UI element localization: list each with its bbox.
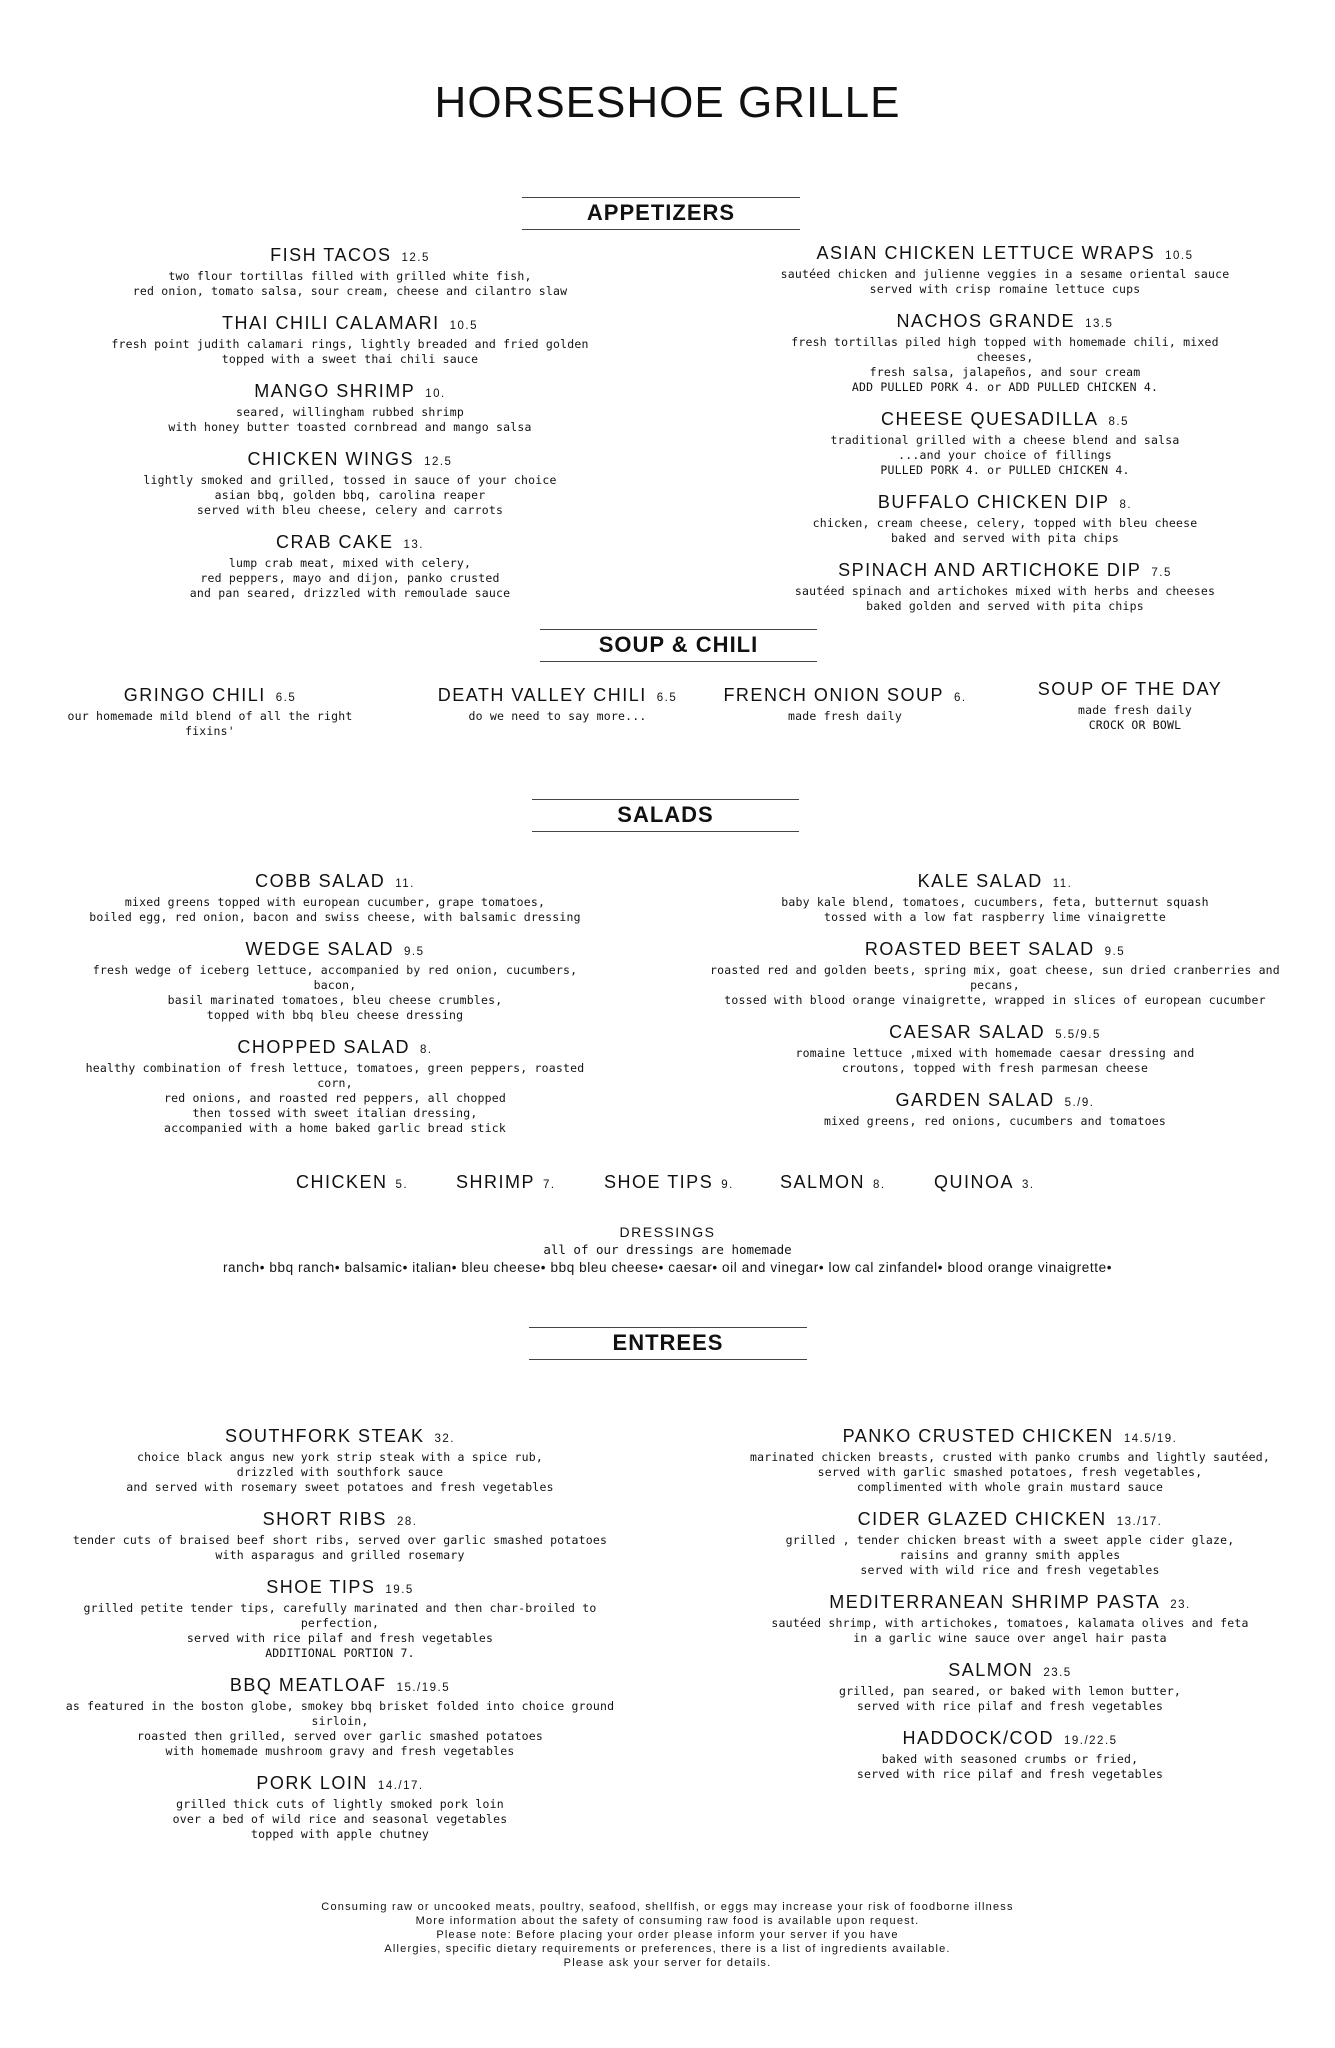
- menu-item-price: 11.: [1052, 878, 1073, 890]
- soup-item: [700, 685, 990, 724]
- menu-item-header: [60, 1577, 620, 1601]
- menu-item-name: DEATH VALLEY CHILI: [437, 685, 647, 705]
- menu-item: [760, 560, 1250, 614]
- addon-price: 5.: [395, 1179, 409, 1191]
- menu-item-name: GRINGO CHILI: [123, 685, 266, 705]
- menu-item-description: choice black angus new york strip steak with a spice rub, drizzled with southfork sauce and served with rosemary sweet potatoes and fresh vegetables: [126, 1450, 554, 1494]
- menu-item-name: CHOPPED SALAD: [237, 1037, 410, 1057]
- addon-name: SHOE TIPS: [604, 1172, 714, 1192]
- menu-item-header: [730, 1660, 1290, 1684]
- menu-item-name: THAI CHILI CALAMARI: [222, 313, 440, 333]
- menu-item-header: [60, 1426, 620, 1450]
- menu-item-description: lightly smoked and grilled, tossed in sauce of your choice asian bbq, golden bbq, carolina reaper served with bleu cheese, celery and carrots: [143, 473, 557, 517]
- menu-item-header: [730, 1728, 1290, 1752]
- menu-item-price: 19./22.5: [1063, 1735, 1118, 1747]
- menu-item-description: our homemade mild blend of all the right fixins': [67, 709, 353, 738]
- menu-item: [760, 492, 1250, 546]
- menu-item: [730, 1660, 1290, 1714]
- menu-item-name: CAESAR SALAD: [889, 1022, 1046, 1042]
- menu-item-price: 12.5: [424, 456, 453, 468]
- menu-item-header: [60, 1675, 620, 1699]
- addon-name: SHRIMP: [456, 1172, 536, 1192]
- salads-right-column: [690, 871, 1300, 1143]
- menu-item-name: MEDITERRANEAN SHRIMP PASTA: [829, 1592, 1161, 1612]
- menu-item-price: 13.5: [1085, 318, 1114, 330]
- menu-item: [690, 1022, 1300, 1076]
- menu-item-price: 15./19.5: [396, 1682, 451, 1694]
- addon-item: [456, 1172, 556, 1193]
- appetizers-left-column: [100, 245, 600, 615]
- menu-item: [70, 1037, 600, 1136]
- footer-disclaimer: [0, 1900, 1335, 1970]
- menu-item-price: 11.: [395, 878, 415, 890]
- menu-item-name: FISH TACOS: [270, 245, 392, 265]
- dressings-block: [0, 1224, 1335, 1277]
- menu-item-header: [1000, 679, 1270, 703]
- menu-item-header: [60, 1773, 620, 1797]
- section-header-salads: SALADS: [532, 799, 799, 832]
- addon-name: QUINOA: [934, 1172, 1015, 1192]
- addon-price: 9.: [721, 1179, 734, 1191]
- menu-item-price: 7.5: [1151, 567, 1172, 579]
- menu-item-header: [690, 939, 1300, 963]
- menu-item-name: GARDEN SALAD: [895, 1090, 1055, 1110]
- menu-item: [690, 871, 1300, 925]
- menu-item-header: [100, 245, 600, 269]
- menu-item-description: fresh tortillas piled high topped with homemade chili, mixed cheeses, fresh salsa, jalapeños, and sour cream ADD PULLED PORK 4. or ADD PULLED CHICKEN 4.: [791, 335, 1219, 394]
- menu-item: [690, 939, 1300, 1008]
- entrees-right-column: [730, 1426, 1290, 1796]
- addon-price: 3.: [1022, 1179, 1035, 1191]
- footer-line: Please ask your server for details.: [563, 1957, 772, 1969]
- addon-item: [296, 1172, 408, 1193]
- menu-item-name: CIDER GLAZED CHICKEN: [857, 1509, 1107, 1529]
- menu-item-name: HADDOCK/COD: [902, 1728, 1054, 1748]
- menu-item-name: CRAB CAKE: [275, 532, 394, 552]
- menu-item-description: do we need to say more...: [468, 709, 647, 723]
- menu-item-description: grilled , tender chicken breast with a sweet apple cider glaze, raisins and granny smith apples served with wild rice and fresh vegetables: [785, 1533, 1235, 1577]
- menu-item-header: [60, 685, 360, 709]
- menu-item-name: CHICKEN WINGS: [247, 449, 415, 469]
- addon-item: [780, 1172, 886, 1193]
- menu-item-header: [100, 449, 600, 473]
- menu-item-header: [70, 1037, 600, 1061]
- menu-item-name: PANKO CRUSTED CHICKEN: [842, 1426, 1114, 1446]
- footer-line: More information about the safety of consuming raw food is available upon request.: [415, 1915, 920, 1927]
- menu-item-name: PORK LOIN: [256, 1773, 368, 1793]
- menu-item: [60, 1675, 620, 1759]
- menu-item-name: MANGO SHRIMP: [254, 381, 416, 401]
- menu-item: [100, 245, 600, 299]
- menu-item-description: seared, willingham rubbed shrimp with honey butter toasted cornbread and mango salsa: [168, 405, 532, 434]
- menu-item-price: 19.5: [385, 1584, 414, 1596]
- menu-item-price: 5.5/9.5: [1055, 1029, 1101, 1041]
- footer-line: Please note: Before placing your order please inform your server if you have: [436, 1929, 899, 1941]
- menu-item-header: [730, 1592, 1290, 1616]
- menu-item-header: [730, 1509, 1290, 1533]
- dressings-label: DRESSINGS: [619, 1224, 716, 1240]
- menu-item-header: [760, 409, 1250, 433]
- footer-line: Consuming raw or uncooked meats, poultry, seafood, shellfish, or eggs may increase your risk of foodborne illness: [321, 1901, 1014, 1913]
- menu-item: [730, 1426, 1290, 1495]
- menu-item-price: 14./17.: [377, 1780, 424, 1792]
- menu-item-description: chicken, cream cheese, celery, topped with bleu cheese baked and served with pita chips: [812, 516, 1198, 545]
- menu-item: [70, 939, 600, 1023]
- menu-item-description: healthy combination of fresh lettuce, tomatoes, green peppers, roasted corn, red onions, and roasted red peppers, all chopped then tossed with sweet italian dressing, accompanied with a home baked garlic bread stick: [85, 1061, 585, 1135]
- menu-item-name: COBB SALAD: [255, 871, 386, 891]
- footer-line: Allergies, specific dietary requirements or preferences, there is a list of ingredients available.: [384, 1943, 951, 1955]
- menu-item-name: BUFFALO CHICKEN DIP: [877, 492, 1110, 512]
- menu-item-name: SOUTHFORK STEAK: [224, 1426, 425, 1446]
- menu-item-description: fresh wedge of iceberg lettuce, accompanied by red onion, cucumbers, bacon, basil marinated tomatoes, bleu cheese crumbles, topped with bbq bleu cheese dressing: [92, 963, 578, 1022]
- addon-price: 8.: [873, 1179, 886, 1191]
- menu-item-description: romaine lettuce ,mixed with homemade caesar dressing and croutons, topped with fresh parmesan cheese: [795, 1046, 1195, 1075]
- menu-item-header: [690, 1090, 1300, 1114]
- menu-item: [730, 1592, 1290, 1646]
- salad-addons: [0, 1172, 1335, 1196]
- menu-item: [700, 685, 990, 724]
- menu-item-description: fresh point judith calamari rings, lightly breaded and fried golden topped with a sweet thai chili sauce: [111, 337, 589, 366]
- menu-item-description: as featured in the boston globe, smokey bbq brisket folded into choice ground sirloin, roasted then grilled, served over garlic smashed potatoes with homemade mushroom gravy and fresh vegetables: [65, 1699, 615, 1758]
- menu-item: [100, 313, 600, 367]
- menu-item-price: 13.: [403, 539, 425, 551]
- menu-item-description: marinated chicken breasts, crusted with panko crumbs and lightly sautéed, served with garlic smashed potatoes, fresh vegetables, complimented with whole grain mustard sauce: [749, 1450, 1271, 1494]
- soup-item: [1000, 679, 1270, 733]
- menu-item-header: [760, 560, 1250, 584]
- dressings-list: ranch• bbq ranch• balsamic• italian• bleu cheese• bbq bleu cheese• caesar• oil and vinegar• low cal zinfandel• blood orange vinaigrette•: [222, 1260, 1113, 1275]
- menu-item-description: tender cuts of braised beef short ribs, served over garlic smashed potatoes with asparagus and grilled rosemary: [72, 1533, 608, 1562]
- menu-item-header: [100, 313, 600, 337]
- menu-item-price: 8.5: [1108, 416, 1130, 428]
- appetizers-right-column: [760, 243, 1250, 628]
- menu-item-description: grilled, pan seared, or baked with lemon butter, served with rice pilaf and fresh vegetables: [839, 1684, 1181, 1713]
- menu-item-name: SHOE TIPS: [266, 1577, 376, 1597]
- menu-item-description: mixed greens, red onions, cucumbers and tomatoes: [824, 1114, 1166, 1128]
- menu-item-name: SPINACH AND ARTICHOKE DIP: [838, 560, 1142, 580]
- soup-item: [400, 685, 715, 724]
- addon-item: [604, 1172, 734, 1193]
- menu-item-price: 10.: [425, 388, 446, 400]
- menu-item-description: grilled petite tender tips, carefully marinated and then char-broiled to perfection, served with rice pilaf and fresh vegetables ADDITIONAL PORTION 7.: [83, 1601, 597, 1660]
- menu-item: [760, 409, 1250, 478]
- menu-item-header: [60, 1509, 620, 1533]
- menu-item: [60, 1509, 620, 1563]
- menu-item-price: 12.5: [401, 252, 430, 264]
- menu-item-header: [700, 685, 990, 709]
- menu-item-header: [690, 871, 1300, 895]
- menu-item: [100, 449, 600, 518]
- menu-item-header: [760, 243, 1250, 267]
- menu-item-price: 13./17.: [1116, 1516, 1163, 1528]
- menu-item-price: 10.5: [449, 320, 478, 332]
- menu-item-name: SALMON: [948, 1660, 1034, 1680]
- menu-item-header: [100, 532, 600, 556]
- menu-item: [70, 871, 600, 925]
- menu-item-description: made fresh daily CROCK OR BOWL: [1078, 703, 1192, 732]
- menu-item-price: 14.5/19.: [1123, 1433, 1178, 1445]
- menu-item-description: baby kale blend, tomatoes, cucumbers, feta, butternut squash tossed with a low fat raspberry lime vinaigrette: [781, 895, 1209, 924]
- menu-item-price: 6.5: [656, 692, 678, 704]
- menu-item-name: CHEESE QUESADILLA: [880, 409, 1099, 429]
- menu-item-price: 23.: [1170, 1599, 1191, 1611]
- menu-item-description: sautéed spinach and artichokes mixed with herbs and cheeses baked golden and served with pita chips: [794, 584, 1216, 613]
- addon-item: [934, 1172, 1035, 1193]
- menu-item: [690, 1090, 1300, 1129]
- menu-item: [760, 311, 1250, 395]
- menu-item-name: WEDGE SALAD: [245, 939, 395, 959]
- section-header-soup-chili: SOUP & CHILI: [540, 629, 817, 662]
- restaurant-title: HORSESHOE GRILLE: [434, 78, 901, 127]
- menu-item: [730, 1509, 1290, 1578]
- menu-item-header: [100, 381, 600, 405]
- menu-item-price: 8.: [419, 1044, 433, 1056]
- menu-item-description: grilled thick cuts of lightly smoked pork loin over a bed of wild rice and seasonal vegetables topped with apple chutney: [172, 1797, 508, 1841]
- menu-item-name: BBQ MEATLOAF: [229, 1675, 387, 1695]
- menu-item-description: lump crab meat, mixed with celery, red peppers, mayo and dijon, panko crusted and pan seared, drizzled with remoulade sauce: [189, 556, 511, 600]
- salads-left-column: [70, 871, 600, 1150]
- menu-item-description: two flour tortillas filled with grilled white fish, red onion, tomato salsa, sour cream, cheese and cilantro slaw: [132, 269, 568, 298]
- menu-item: [1000, 679, 1270, 733]
- menu-item: [60, 1426, 620, 1495]
- menu-item-price: 9.5: [404, 946, 425, 958]
- menu-item-price: 9.5: [1104, 946, 1126, 958]
- menu-item-name: SOUP OF THE DAY: [1037, 679, 1223, 699]
- menu-item-name: ROASTED BEET SALAD: [864, 939, 1095, 959]
- menu-item-description: sautéed shrimp, with artichokes, tomatoes, kalamata olives and feta in a garlic wine sauce over angel hair pasta: [771, 1616, 1249, 1645]
- menu-item-name: ASIAN CHICKEN LETTUCE WRAPS: [816, 243, 1156, 263]
- addon-name: CHICKEN: [296, 1172, 388, 1192]
- menu-item-header: [730, 1426, 1290, 1450]
- menu-item: [760, 243, 1250, 297]
- menu-item: [60, 1577, 620, 1661]
- menu-item-description: made fresh daily: [788, 709, 902, 723]
- menu-item-description: sautéed chicken and julienne veggies in a sesame oriental sauce served with crisp romaine lettuce cups: [780, 267, 1230, 296]
- soup-item: [60, 685, 360, 739]
- menu-item: [100, 381, 600, 435]
- menu-item: [60, 1773, 620, 1842]
- menu-item-price: 6.: [953, 692, 967, 704]
- menu-item-description: traditional grilled with a cheese blend and salsa ...and your choice of fillings PULLED PORK 4. or PULLED CHICKEN 4.: [830, 433, 1180, 477]
- section-header-entrees: ENTREES: [529, 1327, 807, 1360]
- section-header-appetizers: APPETIZERS: [522, 197, 800, 230]
- menu-item: [400, 685, 715, 724]
- entrees-left-column: [60, 1426, 620, 1856]
- menu-item-name: KALE SALAD: [917, 871, 1043, 891]
- menu-item-price: 10.5: [1165, 250, 1194, 262]
- menu-item-price: 32.: [434, 1433, 456, 1445]
- menu-item: [60, 685, 360, 739]
- menu-item-name: SHORT RIBS: [262, 1509, 387, 1529]
- menu-item-description: baked with seasoned crumbs or fried, served with rice pilaf and fresh vegetables: [856, 1752, 1164, 1781]
- addon-price: 7.: [543, 1179, 556, 1191]
- menu-item: [730, 1728, 1290, 1782]
- menu-item-name: FRENCH ONION SOUP: [723, 685, 944, 705]
- menu-item-description: mixed greens topped with european cucumber, grape tomatoes, boiled egg, red onion, bacon and swiss cheese, with balsamic dressing: [89, 895, 581, 924]
- menu-item: [100, 532, 600, 601]
- menu-item-description: roasted red and golden beets, spring mix, goat cheese, sun dried cranberries and pecans, tossed with blood orange vinaigrette, wrapped in slices of european cucumber: [710, 963, 1280, 1007]
- menu-item-header: [70, 871, 600, 895]
- menu-item-price: 5./9.: [1064, 1097, 1095, 1109]
- menu-item-header: [690, 1022, 1300, 1046]
- dressings-note: all of our dressings are homemade: [543, 1242, 792, 1257]
- menu-item-header: [400, 685, 715, 709]
- menu-item-price: 28.: [396, 1516, 418, 1528]
- menu-item-header: [760, 492, 1250, 516]
- menu-item-price: 6.5: [275, 692, 297, 704]
- menu-item-header: [760, 311, 1250, 335]
- addon-name: SALMON: [780, 1172, 866, 1192]
- menu-item-price: 8.: [1119, 499, 1133, 511]
- menu-item-header: [70, 939, 600, 963]
- menu-item-price: 23.5: [1043, 1667, 1072, 1679]
- menu-item-name: NACHOS GRANDE: [896, 311, 1076, 331]
